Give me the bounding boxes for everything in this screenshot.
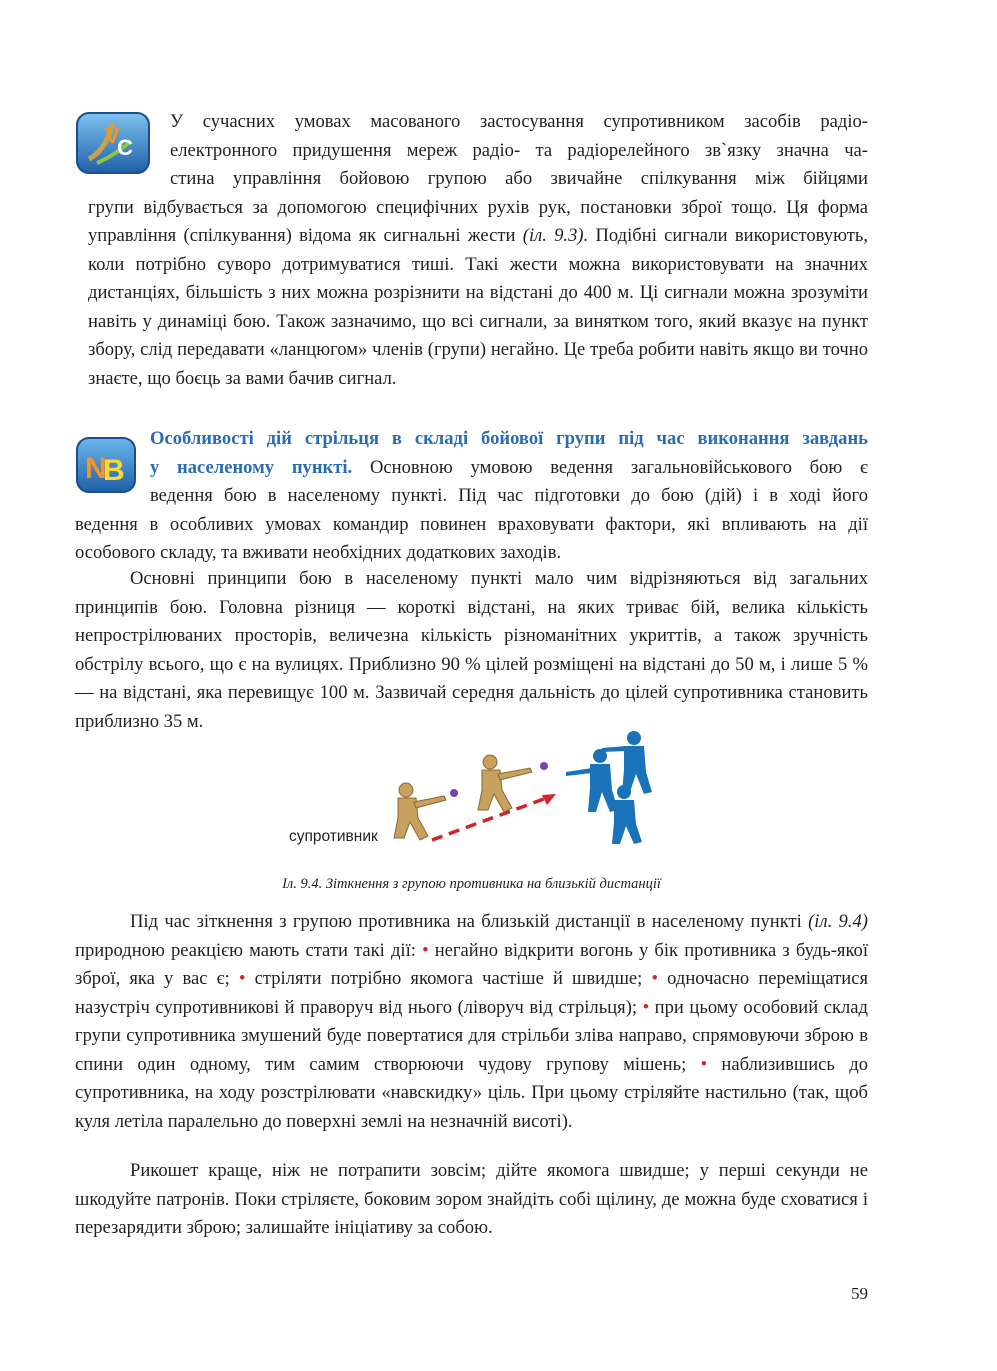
paragraph-4-text-1: Під час зіткнення з групою противника на близькій дистанції в населеному пункті <box>130 911 809 932</box>
bullet-2: • <box>238 968 246 989</box>
paragraph-1-line-2: електронного придушення мереж радіо- та радіорелейного зв`язку значна ча- <box>170 139 868 161</box>
action-item-1: негайно відкрити вогонь у бік противника з будь-якої зброї, яка у вас є; <box>75 939 868 989</box>
paragraph-1 <box>75 108 868 393</box>
action-item-4: при цьому особовий склад групи супротивника змушений буде повертатися для стрільби зліва направо, спрямовуючи зброю в спини один одному, тим самим створюючи чудову групову мішень; <box>75 996 868 1075</box>
action-item-5: наблизившись до супротивника, на ходу розстрілювати «навскидку» ціль. При цьому стріляйте настильно (так, щоб куля летіла паралельно до поверхні землі на незначній висоті). <box>75 1053 868 1132</box>
paragraph-4-text-2: природною реакцією мають стати такі дії: <box>75 939 423 961</box>
paragraph-3: Основні принципи бою в населеному пункті мало чим відрізняються від загальних принципів бою. Головна різниця — короткі відстані, на яких триває бій, велика кількість непрострілюваних просторів, величезна кількість різноманітних укриттів, а також зручність обстрілу всього, що є на вулицях. Приблизно 90 % цілей розміщені на відстані до 50 м, і лише 5 % — на відстані, яка перевищує 100 м. Зазвичай середня дальність до цілей супротивника становить приблизно 35 м. <box>75 568 868 732</box>
figure-ref-9-4: (іл. 9.4) <box>808 911 868 932</box>
action-item-2: стріляти потрібно якомога частіше й швидше; <box>245 968 652 989</box>
figure-label-enemy: супротивник <box>289 828 378 845</box>
figure-9-4 <box>380 726 680 851</box>
bullet-4: • <box>642 996 650 1018</box>
paragraph-1-text-b: Подібні сигнали використовують, коли потрібно суворо дотримуватися тиші. Такі жести можна використовувати на значних дистанціях, більшість з них можна розрізнити на відстані до 400 м. Ці сигнали можна зрозуміти навіть у динаміці бою. Також зазначимо, що всі сигнали, за винятком того, який вказує на пункт збору, слід передавати «ланцюгом» членів (групи) негайно. Це треба робити навіть якщо ви точно знаєте, що боєць за вами бачив сигнал. <box>88 225 868 389</box>
paragraph-2-rest: ведення в особливих умовах командир повинен враховувати фактори, які впливають на дії особового складу, та вживати необхідних додаткових заходів. <box>75 513 868 563</box>
figure-caption: Іл. 9.4. Зіткнення з групою противника на близькій дистанції <box>282 876 661 892</box>
svg-text:C: C <box>117 135 133 160</box>
paragraph-2-line-1 <box>150 425 868 454</box>
paragraph-1-rest <box>88 194 868 394</box>
paragraph-1-line-1: У сучасних умовах масованого застосування супротивником засобів радіо- <box>170 111 868 132</box>
bullet-3: • <box>651 968 658 989</box>
paragraph-5: Рикошет краще, ніж не потрапити зовсім; дійте якомога швидше; у перші секунди не шкодуйте патронів. Поки стріляєте, боковим зором знайдіть собі щілину, де можна буде сховатися і перезарядити зброю; залишайте ініціативу за собою. <box>75 1160 868 1238</box>
svg-text:N: N <box>85 452 107 485</box>
paragraph-1-line-3: стина управління бойовою групою або звичайне спілкування між бійцями <box>170 168 868 189</box>
paragraph-2-line-2-text: Основною умовою ведення загальновійськового бою є <box>352 456 869 478</box>
paragraph-2 <box>75 425 868 568</box>
paragraph-2-line-2 <box>150 454 868 483</box>
svg-text:V: V <box>105 123 120 148</box>
paragraph-2-line-3: ведення бою в населеному пункті. Під час підготовки до бою (дій) і в ході його <box>150 485 868 506</box>
action-item-3: одночасно переміщатися назустріч супротивникові й праворуч від нього (ліворуч від стрільця); <box>75 968 869 1018</box>
section-heading-cont: у населеному пункті. <box>150 456 353 478</box>
svg-text:B: B <box>103 454 125 487</box>
figure-ref-9-3: (іл. 9.3). <box>522 225 589 246</box>
bullet-5: • <box>700 1053 708 1075</box>
paragraph-1-text-a: групи відбувається за допомогою специфічних рухів рук, постановки зброї тощо. Ця форма управління (спілкування) відома як сигнальні жести <box>88 196 868 246</box>
paragraph-4 <box>75 908 868 1136</box>
section-heading: Особливості дій стрільця в складі бойової групи під час виконання завдань <box>150 428 868 449</box>
page-number: 59 <box>851 1284 868 1303</box>
bullet-1: • <box>422 939 429 961</box>
